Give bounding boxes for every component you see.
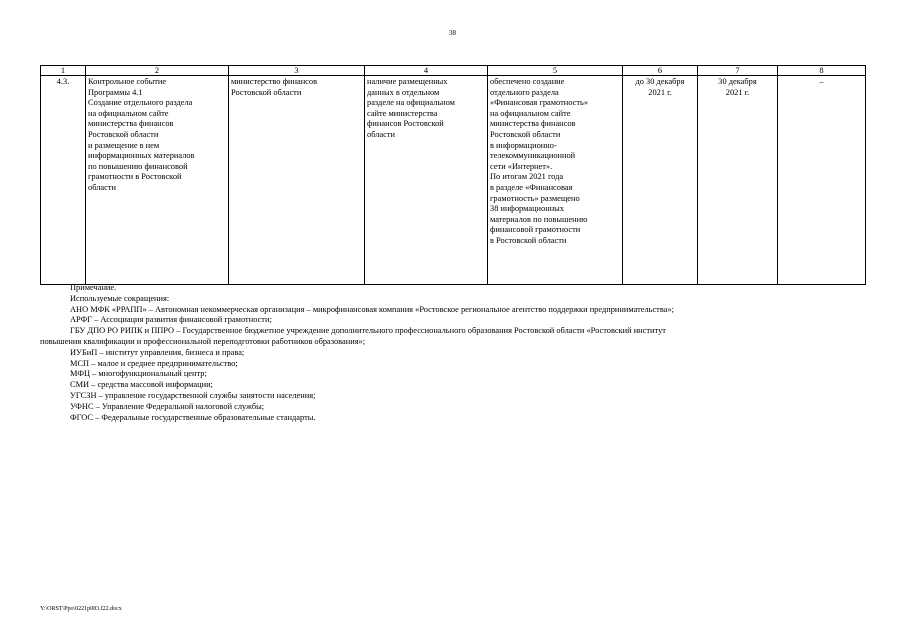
responsible-executor-cell: [229, 76, 365, 285]
cell-line: Ростовской области: [231, 87, 302, 97]
actual-result-cell: [488, 76, 623, 285]
cell-line: в информационно-: [490, 140, 557, 150]
column-number: 5: [488, 66, 623, 76]
cell-line: телекоммуникационной: [490, 151, 576, 161]
cell-line: сети «Интернет».: [490, 161, 553, 171]
event-description-cell: [86, 76, 229, 285]
column-number-row: [41, 66, 866, 76]
cell-line: на официальном сайте: [490, 108, 571, 118]
cell-line: обеспечено создание: [490, 77, 565, 86]
cell-line: в разделе «Финансовая: [490, 182, 573, 192]
cell-line: «Финансовая грамотность»: [490, 98, 589, 108]
cell-line: 2021 г.: [648, 87, 672, 97]
cell-line: финансовой грамотности: [490, 225, 581, 235]
abbreviation-item: УГСЗН – управление государственной службы занятости населения;: [70, 390, 316, 400]
cell-line: министерство финансов: [231, 77, 318, 86]
report-table: [40, 65, 866, 285]
cell-line: 38 информационных: [490, 204, 564, 214]
cell-line: на официальном сайте: [88, 108, 169, 118]
column-number: 3: [229, 66, 365, 76]
column-number: 7: [698, 66, 778, 76]
abbreviation-item: СМИ – средства массовой информации;: [70, 380, 213, 390]
actual-date-cell: [698, 76, 778, 285]
cell-line: грамотности в Ростовской: [88, 172, 182, 182]
page-number: 38: [449, 29, 456, 37]
column-number: 2: [86, 66, 229, 76]
cell-line: информационных материалов: [88, 151, 195, 161]
column-number: 6: [623, 66, 698, 76]
table-row: [41, 76, 866, 285]
cell-line: данных в отдельном: [367, 87, 440, 97]
abbreviation-item: ГБУ ДПО РО РИПК и ППРО – Государственное бюджетное учреждение дополнительного профессионального образования Ростовской области «Ростовский институт: [70, 326, 666, 336]
cell-line: Контрольное событие: [88, 77, 167, 86]
expected-result-cell: [365, 76, 488, 285]
abbreviation-item: ФГОС – Федеральные государственные образовательные стандарты.: [70, 412, 316, 422]
cell-line: министерства финансов: [88, 119, 174, 129]
cell-line: и размещение в нем: [88, 140, 160, 150]
abbreviation-item: ИУБиП – институт управления, бизнеса и права;: [70, 347, 245, 357]
row-number-cell: 4.3.: [41, 76, 86, 285]
cell-line: 2021 г.: [725, 87, 750, 97]
planned-date-cell: [623, 76, 698, 285]
cell-line: финансов Ростовской: [367, 119, 444, 129]
cell-line: Ростовской области: [490, 129, 561, 139]
deviation-reason-cell: –: [778, 76, 866, 285]
cell-line: Программы 4.1: [88, 87, 143, 97]
abbreviation-item: УФНС – Управление Федеральной налоговой службы;: [70, 401, 265, 411]
column-number: 8: [778, 66, 866, 76]
cell-line: наличие размещенных: [367, 77, 448, 86]
cell-line: разделе на официальном: [367, 98, 455, 108]
notes-section: [40, 283, 865, 423]
abbreviation-item: МФЦ – многофункциональный центр;: [70, 369, 207, 379]
cell-line: отдельного раздела: [490, 87, 559, 97]
column-number: 1: [41, 66, 86, 76]
document-file-path: Y:\ORST\Ppo\0221p083.f22.docx: [40, 606, 122, 612]
abbreviation-item-continuation: повышения квалификации и профессиональной переподготовки работников образования»;: [40, 336, 366, 346]
abbreviations-heading: Используемые сокращения:: [70, 293, 170, 303]
notes-heading: Примечание.: [70, 283, 117, 292]
cell-line: грамотность» размещено: [490, 193, 580, 203]
cell-line: министерства финансов: [490, 119, 576, 129]
cell-line: 30 декабря: [718, 77, 757, 86]
abbreviation-item: АРФГ – Ассоциация развития финансовой грамотности;: [70, 315, 272, 325]
cell-line: по повышению финансовой: [88, 161, 188, 171]
cell-line: По итогам 2021 года: [490, 172, 564, 182]
cell-line: материалов по повышению: [490, 214, 588, 224]
column-number: 4: [365, 66, 488, 76]
cell-line: Ростовской области: [88, 129, 159, 139]
cell-line: в Ростовской области: [490, 235, 567, 245]
cell-line: области: [88, 182, 116, 192]
abbreviation-item: МСП – малое и среднее предпринимательство;: [70, 358, 238, 368]
cell-line: до 30 декабря: [635, 77, 685, 86]
cell-line: сайте министерства: [367, 108, 438, 118]
cell-line: области: [367, 129, 395, 139]
abbreviation-item: АНО МФК «РРАПП» – Автономная некоммерческая организация – микрофинансовая компания «Ростовское региональное агентство поддержки предпринимательства»;: [70, 304, 674, 314]
cell-line: Создание отдельного раздела: [88, 98, 193, 108]
